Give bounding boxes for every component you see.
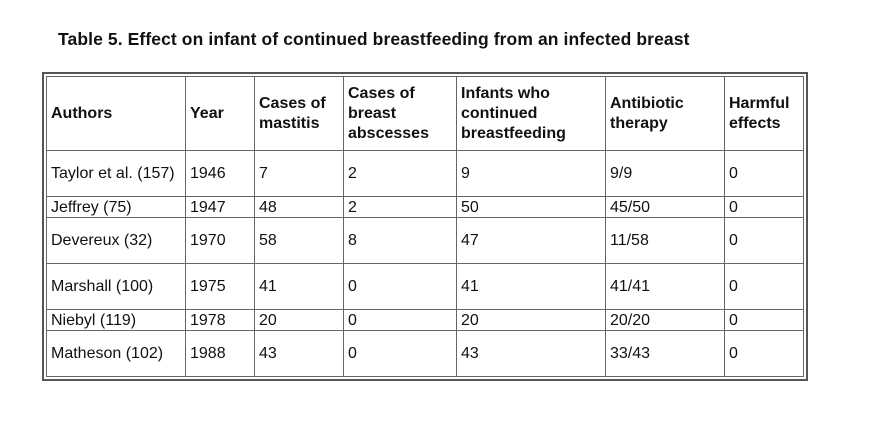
cell-abscesses: 8 bbox=[344, 218, 457, 264]
cell-harmful: 0 bbox=[725, 218, 804, 264]
table-row bbox=[47, 218, 804, 264]
table-row bbox=[47, 264, 804, 310]
cell-year: 1970 bbox=[186, 218, 255, 264]
header-infants-continued: Infants who continued breastfeeding bbox=[457, 77, 606, 151]
cell-mastitis: 20 bbox=[255, 310, 344, 331]
cell-infants: 9 bbox=[457, 151, 606, 197]
header-year: Year bbox=[186, 77, 255, 151]
cell-author: Niebyl (119) bbox=[47, 310, 186, 331]
cell-abscesses: 2 bbox=[344, 151, 457, 197]
cell-author: Jeffrey (75) bbox=[47, 197, 186, 218]
table-row bbox=[47, 197, 804, 218]
table-row bbox=[47, 310, 804, 331]
cell-antibiotic: 20/20 bbox=[606, 310, 725, 331]
cell-year: 1946 bbox=[186, 151, 255, 197]
cell-mastitis: 43 bbox=[255, 331, 344, 377]
cell-infants: 41 bbox=[457, 264, 606, 310]
data-table bbox=[46, 76, 804, 377]
cell-antibiotic: 33/43 bbox=[606, 331, 725, 377]
cell-infants: 50 bbox=[457, 197, 606, 218]
header-cases-mastitis: Cases of mastitis bbox=[255, 77, 344, 151]
cell-harmful: 0 bbox=[725, 331, 804, 377]
header-harmful-effects: Harmful effects bbox=[725, 77, 804, 151]
cell-antibiotic: 9/9 bbox=[606, 151, 725, 197]
cell-mastitis: 58 bbox=[255, 218, 344, 264]
cell-infants: 20 bbox=[457, 310, 606, 331]
header-antibiotic-therapy: Antibiotic therapy bbox=[606, 77, 725, 151]
header-authors: Authors bbox=[47, 77, 186, 151]
cell-abscesses: 2 bbox=[344, 197, 457, 218]
cell-antibiotic: 11/58 bbox=[606, 218, 725, 264]
cell-author: Devereux (32) bbox=[47, 218, 186, 264]
cell-mastitis: 41 bbox=[255, 264, 344, 310]
cell-year: 1947 bbox=[186, 197, 255, 218]
cell-author: Matheson (102) bbox=[47, 331, 186, 377]
table-frame bbox=[42, 72, 808, 381]
cell-mastitis: 7 bbox=[255, 151, 344, 197]
table-caption: Table 5. Effect on infant of continued breastfeeding from an infected breast bbox=[58, 29, 690, 49]
table-row bbox=[47, 151, 804, 197]
cell-harmful: 0 bbox=[725, 197, 804, 218]
cell-abscesses: 0 bbox=[344, 331, 457, 377]
cell-author: Taylor et al. (157) bbox=[47, 151, 186, 197]
cell-harmful: 0 bbox=[725, 310, 804, 331]
cell-antibiotic: 41/41 bbox=[606, 264, 725, 310]
cell-year: 1978 bbox=[186, 310, 255, 331]
header-cases-abscesses: Cases of breast abscesses bbox=[344, 77, 457, 151]
cell-author: Marshall (100) bbox=[47, 264, 186, 310]
cell-year: 1975 bbox=[186, 264, 255, 310]
cell-abscesses: 0 bbox=[344, 264, 457, 310]
table-row bbox=[47, 331, 804, 377]
cell-mastitis: 48 bbox=[255, 197, 344, 218]
cell-infants: 43 bbox=[457, 331, 606, 377]
table-header-row bbox=[47, 77, 804, 151]
cell-harmful: 0 bbox=[725, 264, 804, 310]
cell-antibiotic: 45/50 bbox=[606, 197, 725, 218]
cell-infants: 47 bbox=[457, 218, 606, 264]
cell-harmful: 0 bbox=[725, 151, 804, 197]
cell-year: 1988 bbox=[186, 331, 255, 377]
cell-abscesses: 0 bbox=[344, 310, 457, 331]
